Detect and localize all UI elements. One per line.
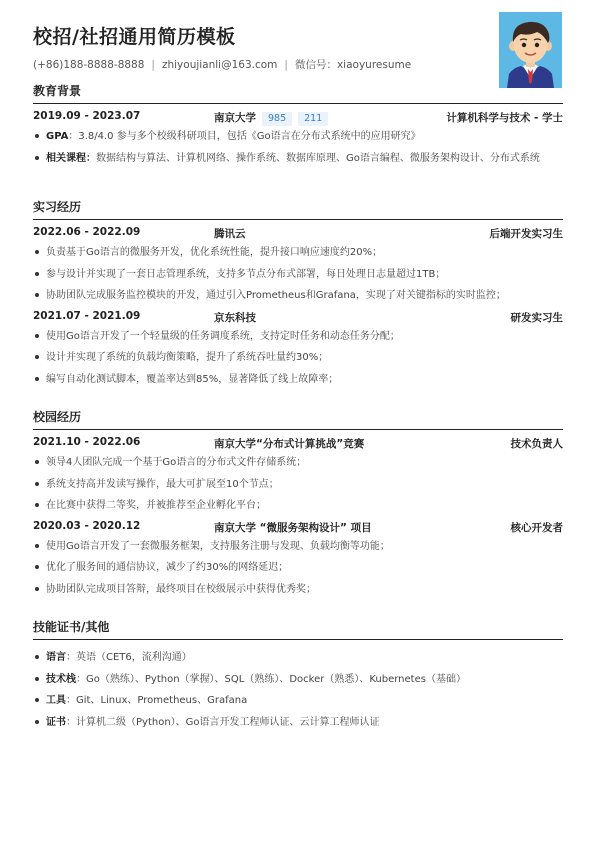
campus-section <box>33 408 563 603</box>
list-item: 优化了服务间的通信协议，减少了约30%的网络延迟； <box>33 560 563 575</box>
avatar <box>499 12 562 88</box>
skills-section <box>33 618 563 736</box>
skills-list <box>33 650 563 730</box>
school-label: 南京大学 <box>214 112 256 124</box>
date-range: 2022.06 - 2022.09 <box>33 226 141 238</box>
job-header-row <box>33 310 563 325</box>
email-text: zhiyoujianli@163.com <box>161 59 278 71</box>
project-header-row <box>33 436 563 451</box>
item-label: 技术栈 <box>46 673 76 685</box>
list-item <box>33 151 563 166</box>
section-title: 教育背景 <box>33 82 563 104</box>
project-list <box>33 455 563 513</box>
list-item <box>33 693 563 708</box>
item-label: 相关课程： <box>46 152 96 164</box>
section-title: 技能证书/其他 <box>33 618 563 640</box>
list-item: 参与设计并实现了一套日志管理系统，支持多节点分布式部署，每日处理日志量超过1TB； <box>33 267 563 282</box>
list-item: 设计并实现了系统的负载均衡策略，提升了系统吞吐量约30%； <box>33 350 563 365</box>
list-item: 协助团队完成项目答辩，最终项目在校级展示中获得优秀奖； <box>33 582 563 597</box>
project-role: 核心开发者 <box>510 521 563 534</box>
item-text: ：Git、Linux、Prometheus、Grafana <box>66 695 248 706</box>
section-title: 校园经历 <box>33 408 563 430</box>
item-text: ：3.8/4.0 参与多个校级科研项目，包括《Go语言在分布式系统中的应用研究》 <box>68 131 421 142</box>
list-item: 使用Go语言开发了一套微服务框架，支持服务注册与发现、负载均衡等功能； <box>33 539 563 554</box>
separator: | <box>151 59 155 71</box>
list-item: 领导4人团队完成一个基于Go语言的分布式文件存储系统； <box>33 455 563 470</box>
job-role: 研发实习生 <box>510 311 563 324</box>
item-label: 工具 <box>46 695 66 706</box>
page-title: 校招/社招通用简历模板 <box>33 26 236 48</box>
project-role: 技术负责人 <box>510 438 563 450</box>
job-duty-list <box>33 245 563 303</box>
list-item: 负责基于Go语言的微服务开发，优化系统性能，提升接口响应速度约20%； <box>33 245 563 260</box>
date-range: 2019.09 - 2023.07 <box>33 110 141 122</box>
job-header-row <box>33 226 563 241</box>
education-header-row <box>33 110 563 125</box>
project-name: 南京大学“分布式计算挑战”竞赛 <box>214 438 365 450</box>
company-name: 腾讯云 <box>214 228 246 240</box>
internship-section <box>33 198 563 393</box>
project-list <box>33 539 563 597</box>
list-item <box>33 672 563 687</box>
education-list <box>33 129 563 166</box>
item-text: ：英语（CET6，流利沟通） <box>66 652 192 663</box>
item-label: 语言 <box>46 652 66 663</box>
job-duty-list <box>33 329 563 387</box>
tag-badge: 985 <box>262 112 292 126</box>
project-header-row <box>33 520 563 535</box>
list-item: 在比赛中获得二等奖，并被推荐至企业孵化平台； <box>33 498 563 513</box>
list-item <box>33 650 563 665</box>
list-item: 协助团队完成服务监控模块的开发，通过引入Prometheus和Grafana，实现了对关键指标的实时监控； <box>33 288 563 303</box>
date-range: 2021.10 - 2022.06 <box>33 436 141 448</box>
date-range: 2021.07 - 2021.09 <box>33 309 141 322</box>
job-role: 后端开发实习生 <box>489 228 563 240</box>
degree-major: 计算机科学与技术 - 学士 <box>446 112 563 124</box>
section-title: 实习经历 <box>33 198 563 220</box>
item-text: ：计算机二级（Python）、Go语言开发工程师认证、云计算工程师认证 <box>66 716 380 728</box>
list-item: 系统支持高并发读写操作，最大可扩展至10个节点； <box>33 477 563 492</box>
separator: | <box>284 59 288 71</box>
project-name: 南京大学 “微服务架构设计” 项目 <box>214 521 372 534</box>
education-section <box>33 82 563 172</box>
list-item: 使用Go语言开发了一个轻量级的任务调度系统，支持定时任务和动态任务分配； <box>33 329 563 344</box>
school-name <box>214 110 328 126</box>
item-text: 数据结构与算法、计算机网络、操作系统、数据库原理、Go语言编程、微服务架构设计、分布式系统 <box>96 152 540 164</box>
contact-line <box>33 57 411 72</box>
company-name: 京东科技 <box>214 311 256 324</box>
item-label: 证书 <box>46 716 66 728</box>
list-item <box>33 129 563 144</box>
wechat-text: 微信号：xiaoyuresume <box>294 59 412 71</box>
item-label: GPA <box>46 131 69 142</box>
phone-text: (+86)188-8888-8888 <box>33 59 145 71</box>
list-item: 编写自动化测试脚本，覆盖率达到85%，显著降低了线上故障率； <box>33 372 563 387</box>
tag-badge: 211 <box>298 112 328 126</box>
list-item <box>33 715 563 730</box>
date-range: 2020.03 - 2020.12 <box>33 519 141 532</box>
item-text: ：Go（熟练）、Python（掌握）、SQL（熟练）、Docker（熟悉）、Kubernetes（基础） <box>76 673 466 685</box>
